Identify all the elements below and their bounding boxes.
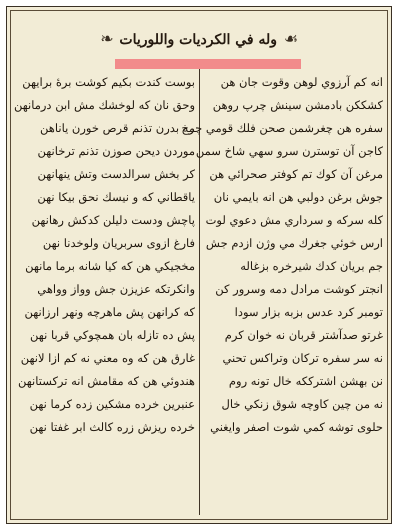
verse-line: وحق نان كه لوخشك مش ابن درمانهن — [13, 98, 195, 112]
verse-line: مه بدرن تذنم قرص خورن ياناهن — [40, 121, 195, 135]
verse-line: كر بخش سرالدست وتش ينهانهن — [37, 167, 195, 181]
verse-line: سفره هن چغرشمن صحن فلك قومي چرخ — [181, 121, 383, 135]
verse-line: كاجن آن توسترن سرو سهي شاخ سمن — [195, 144, 383, 158]
left-column — [15, 71, 195, 515]
manuscript-page — [6, 6, 392, 524]
verse-line: نه سر سفره تركان وتراكس تحني — [222, 351, 383, 365]
verse-line: نن بهشن اشترككه خال تونه روم — [228, 374, 383, 388]
verse-line: جم بريان كدك شيرخره بزغاله — [240, 259, 383, 273]
verse-line: كله سركه و سرداري مش دعوي لوت — [205, 213, 383, 227]
verse-line: غارق هن كه وه معني نه كم ازا لانهن — [20, 351, 195, 365]
poem-header — [11, 29, 387, 59]
verse-line: حلوى توشه كمي شوت اصفر وايغني — [210, 420, 383, 434]
verse-line: انه كم آرزوي لوهن وقوت جان هن — [220, 75, 383, 89]
poem-title: وله في الكرديات واللوريات — [119, 32, 277, 48]
right-column — [181, 71, 383, 515]
verse-line: كشككن بادمشن سينش چرپ روهن — [212, 98, 383, 112]
verse-line: ارس خوئي جغرك مي وژن ازدم جش — [205, 236, 383, 250]
verse-line: خرده ريزش زره كالث ابر غفتا نهن — [29, 420, 195, 434]
verse-line: هندوئي هن كه مقامش انه تركستانهن — [17, 374, 195, 388]
verse-line: جوش برغن دولبي هن انه بايمي نان — [213, 190, 383, 204]
verse-line: مخجيكي هن كه كيا شانه برما مانهن — [25, 259, 195, 273]
ornament-left-icon: ❧ — [100, 29, 114, 48]
verse-line: پش ده تازله بان همچوكي قربا نهن — [30, 328, 195, 342]
ornament-right-icon: ☙ — [283, 29, 299, 48]
verse-line: غرتو صدآشتر قربان نه خوان كرم — [224, 328, 383, 342]
verse-line: كه كرانهن پش ماهرچه ونهر ارزانهن — [24, 305, 195, 319]
text-columns — [11, 71, 387, 515]
verse-line: تومبر كرد عدس بزبه بزار سودا — [234, 305, 383, 319]
verse-line: انجتر كوشت مرادل دمه وسرور كن — [215, 282, 383, 296]
verse-line: پاچش ودست دليلن كدكش رهانهن — [31, 213, 195, 227]
verse-line: بوست كندت بكيم كوشت برهٔ برايهن — [22, 75, 195, 89]
verse-line: نه من چين كاوچه شوق زنكي خال — [221, 397, 383, 411]
verse-line: موردن دیحن صوزن تذنم ترخانهن — [37, 144, 195, 158]
verse-line: مرغن آن كوك تم كوفتر صحرائي هن — [209, 167, 383, 181]
verse-line: وانكرتكه عزيزن جش وواز وواهي — [37, 282, 195, 296]
verse-line: عنبرين خرده مشكين زده كرما نهن — [29, 397, 195, 411]
verse-line: ياقطاني كه و نيسك نحق بيكا نهن — [37, 190, 195, 204]
title-highlight — [115, 59, 301, 69]
verse-line: فارغ ازوی سربريان ولوخدنا نهن — [42, 236, 195, 250]
